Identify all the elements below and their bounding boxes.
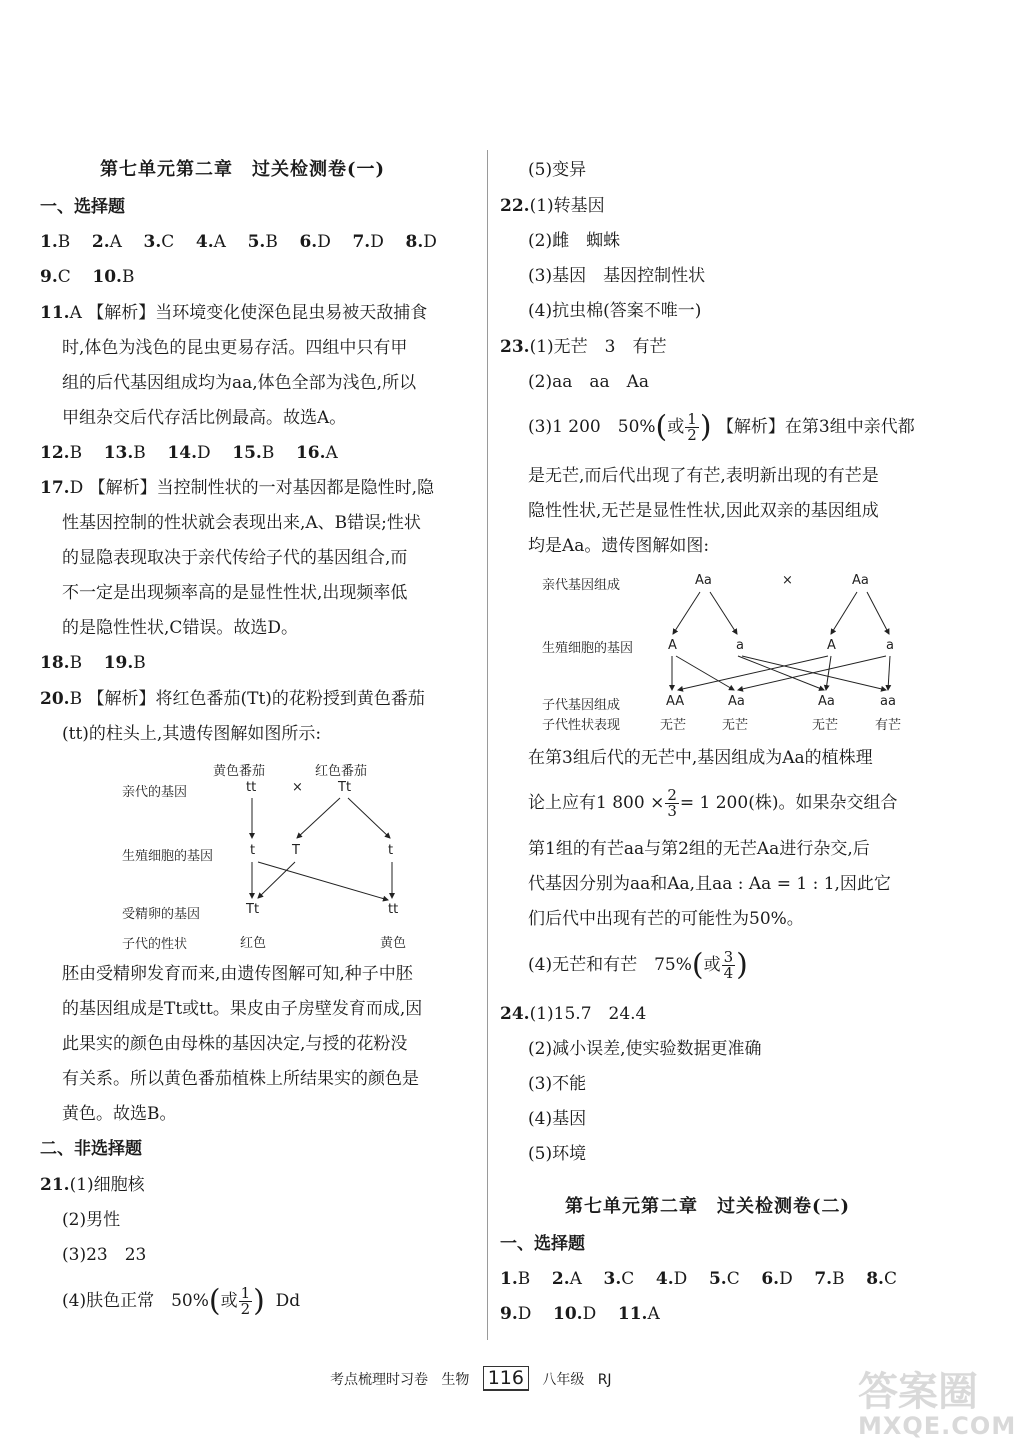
fraction: $\frac{2}{3}$ [667, 786, 677, 820]
diagram-row-label: 亲代基因组成 [542, 578, 621, 593]
fraction: $\frac{3}{4}$ [723, 948, 734, 982]
q21-p1: 21.(1)细胞核 [40, 1175, 145, 1195]
fraction: $\frac{1}{2}$ [687, 410, 697, 444]
diagram-genotype: Aa [728, 694, 745, 709]
q20-after: 胚由受精卵发育而来,由遗传图解可知,种子中胚 [62, 964, 413, 984]
watermark-url: MXQE.COM [858, 1412, 1016, 1440]
diagram-label: 红色番茄 [315, 764, 368, 779]
diagram-genotype: Aa [852, 573, 869, 588]
q11-head: 11.A 【解析】当环境变化使深色昆虫易被天敌捕食 [40, 303, 428, 323]
q22-p3: (3)基因 基因控制性状 [528, 266, 706, 286]
footer-subject: 生物 [441, 1372, 470, 1388]
diagram-genotype: aa [880, 694, 896, 709]
diagram-arrows [490, 0, 1000, 760]
q21-p3: (3)23 23 [62, 1245, 147, 1265]
mc-answer: 10.B [92, 267, 135, 287]
arrow [678, 656, 828, 690]
diagram-genotype: Aa [818, 694, 835, 709]
diagram-trait: 无芒 [812, 718, 839, 733]
footer-book: 考点梳理时习卷 [330, 1372, 428, 1388]
q11-line: 组的后代基因组成均为aa,体色全部为浅色,所以 [62, 373, 417, 393]
answer-row [500, 1303, 660, 1325]
diagram-trait: 无芒 [660, 718, 687, 733]
q17-line: 不一定是出现频率高的是显性性状,出现频率低 [62, 583, 408, 603]
test-title-1: 第七单元第二章 过关检测卷(一) [100, 159, 386, 180]
q24-p4: (4)基因 [528, 1109, 587, 1129]
q17-line: 的是隐性性状,C错误。故选D。 [62, 618, 299, 638]
q11-line: 甲组杂交后代存活比例最高。故选A。 [62, 408, 347, 428]
q23-after: 们后代中出现有芒的可能性为50%。 [528, 909, 804, 929]
q23-after: 代基因分别为aa和Aa,且aa : Aa = 1 : 1,因此它 [528, 874, 891, 894]
mc-answer: 13.B [103, 443, 146, 463]
q20-head: 20.B 【解析】将红色番茄(Tt)的花粉授到黄色番茄 [40, 689, 425, 709]
footer-grade: 八年级 [542, 1372, 585, 1388]
q24-p3: (3)不能 [528, 1074, 587, 1094]
arrow [867, 592, 889, 634]
mc-answer: 9.D [500, 1304, 532, 1324]
mc-answer: 1.B [500, 1269, 531, 1289]
q23-p3: (3)1 200 50%(或 $\frac{1}{2}$ ) 【解析】在第3组中亲代都 [528, 409, 915, 445]
diagram-row-label: 亲代的基因 [122, 785, 188, 800]
mc-answer: 7.B [814, 1269, 845, 1289]
fraction: $\frac{1}{2}$ [240, 1284, 251, 1318]
q22-p2: (2)雌 蜘蛛 [528, 231, 621, 251]
diagram-trait: 红色 [240, 936, 267, 951]
diagram-genotype: Aa [695, 573, 712, 588]
diagram-gamete: a [886, 638, 894, 653]
diagram-gamete: A [668, 638, 677, 653]
footer-edition: RJ [597, 1372, 612, 1388]
q22-p4: (4)抗虫棉(答案不唯一) [528, 301, 702, 321]
diagram-gamete: T [292, 843, 300, 858]
diagram-trait: 黄色 [380, 936, 407, 951]
diagram-row-label: 生殖细胞的基因 [122, 849, 214, 864]
q23-p4: (4)无芒和有芒 75%(或 $\frac{3}{4}$ ) [528, 947, 748, 983]
diagram-row-label: 子代性状表现 [542, 718, 621, 733]
diagram-genotype: Tt [246, 902, 260, 917]
mc-answer: 5.C [708, 1269, 740, 1289]
section-non-choice: 二、非选择题 [40, 1139, 142, 1159]
diagram-gamete: A [827, 638, 836, 653]
page-number: 116 [483, 1366, 529, 1391]
q20-after: 此果实的颜色由母株的基因决定,与授的花粉没 [62, 1034, 408, 1054]
diagram-trait: 有芒 [875, 718, 902, 733]
q17-head: 17.D 【解析】当控制性状的一对基因都是隐性时,隐 [40, 478, 435, 498]
diagram-row-label: 受精卵的基因 [122, 907, 201, 922]
mc-answer: 10.D [553, 1304, 597, 1324]
diagram-trait: 无芒 [722, 718, 749, 733]
arrow [831, 592, 857, 634]
diagram-row-label: 子代的性状 [122, 937, 188, 952]
q23-after: 在第3组后代的无芒中,基因组成为Aa的植株理 [528, 748, 873, 768]
q24-p2: (2)减小误差,使实验数据更准确 [528, 1039, 762, 1059]
arrow [888, 656, 890, 690]
page-footer [330, 1367, 612, 1391]
q23-after: 第1组的有芒aa与第2组的无芒Aa进行杂交,后 [528, 839, 870, 859]
q20-after: 有关系。所以黄色番茄植株上所结果实的颜色是 [62, 1069, 419, 1089]
mc-answer: 8.C [866, 1269, 897, 1289]
diagram-row-label: 子代基因组成 [542, 698, 621, 713]
mc-answer: 19.B [103, 653, 146, 673]
mc-answer: 5.B [247, 232, 278, 252]
diagram-genotype: tt [388, 902, 399, 917]
q24-p5: (5)环境 [528, 1144, 587, 1164]
mc-answer: 4.D [655, 1269, 688, 1289]
q23-line: 均是Aa。遗传图解如图: [528, 536, 710, 556]
diagram-cross: × [292, 780, 303, 795]
q24-p1: 24.(1)15.7 24.4 [500, 1004, 647, 1024]
q17-line: 性基因控制的性状就会表现出来,A、B错误;性状 [62, 513, 421, 533]
mc-answer: 14.D [167, 443, 211, 463]
mc-answer: 6.D [761, 1269, 793, 1289]
arrow [710, 592, 737, 634]
mc-answer: 2.A [91, 232, 122, 252]
arrow [826, 656, 831, 690]
arrow [676, 656, 734, 690]
watermark-logo: 答案圈 [858, 1369, 978, 1415]
q17-line: 的显隐表现取决于亲代传给子代的基因组合,而 [62, 548, 408, 568]
mc-answer: 3.C [143, 232, 175, 252]
arrow [258, 862, 388, 900]
arrow [673, 592, 700, 634]
q23-line: 是无芒,而后代出现了有芒,表明新出现的有芒是 [528, 466, 879, 486]
mc-answer: 6.D [299, 232, 331, 252]
q21-p4: (4)肤色正常 50%(或 $\frac{1}{2}$ ) Dd [62, 1283, 301, 1319]
q20-line: (tt)的柱头上,其遗传图解如图所示: [62, 724, 322, 744]
diagram-genotype: tt [246, 780, 257, 795]
q23-p1: 23.(1)无芒 3 有芒 [500, 337, 667, 357]
mc-answer: 16.A [295, 443, 338, 463]
mc-answer: 9.C [40, 267, 71, 287]
q23-line: 隐性性状,无芒是显性性状,因此双亲的基因组成 [528, 501, 879, 521]
mc-answer: 3.C [603, 1269, 635, 1289]
diagram-cross: × [782, 573, 793, 588]
mc-answer: 4.A [195, 232, 226, 252]
diagram-row-label: 生殖细胞的基因 [542, 641, 634, 656]
q21-p2: (2)男性 [62, 1210, 121, 1230]
mc-answer: 18.B [40, 653, 83, 673]
diagram-gamete: t [250, 843, 256, 858]
q20-after: 黄色。故选B。 [62, 1104, 177, 1124]
mc-answer: 8.D [405, 232, 437, 252]
arrow [348, 798, 390, 838]
mc-answer: 11.A [617, 1304, 660, 1324]
mc-answer: 1.B [40, 232, 71, 252]
mc-answer: 15.B [232, 443, 275, 463]
q11-line: 时,体色为浅色的昆虫更易存活。四组中只有甲 [62, 338, 408, 358]
q20-after: 的基因组成是Tt或tt。果皮由子房壁发育而成,因 [62, 999, 423, 1019]
section-multiple-choice-2: 一、选择题 [500, 1234, 585, 1254]
diagram-label: 黄色番茄 [213, 764, 266, 779]
q23-after: 论上应有1 800 × $\frac{2}{3}$ = 1 200(株)。如果杂交组合 [528, 786, 898, 820]
section-multiple-choice: 一、选择题 [40, 197, 125, 217]
mc-answer: 7.D [352, 232, 384, 252]
diagram-genotype: AA [666, 694, 685, 709]
diagram-gamete: a [736, 638, 744, 653]
diagram-arrows [0, 0, 490, 1000]
diagram-gamete: t [388, 843, 394, 858]
mc-answer: 12.B [40, 443, 83, 463]
mc-answer: 2.A [551, 1269, 582, 1289]
q21-p5: (5)变异 [528, 160, 587, 180]
answer-row [500, 1268, 897, 1290]
diagram-genotype: Tt [338, 780, 352, 795]
test-title-2: 第七单元第二章 过关检测卷(二) [565, 1196, 851, 1217]
q23-p2: (2)aa aa Aa [528, 372, 650, 392]
q22-p1: 22.(1)转基因 [500, 196, 605, 216]
arrow [297, 798, 340, 838]
